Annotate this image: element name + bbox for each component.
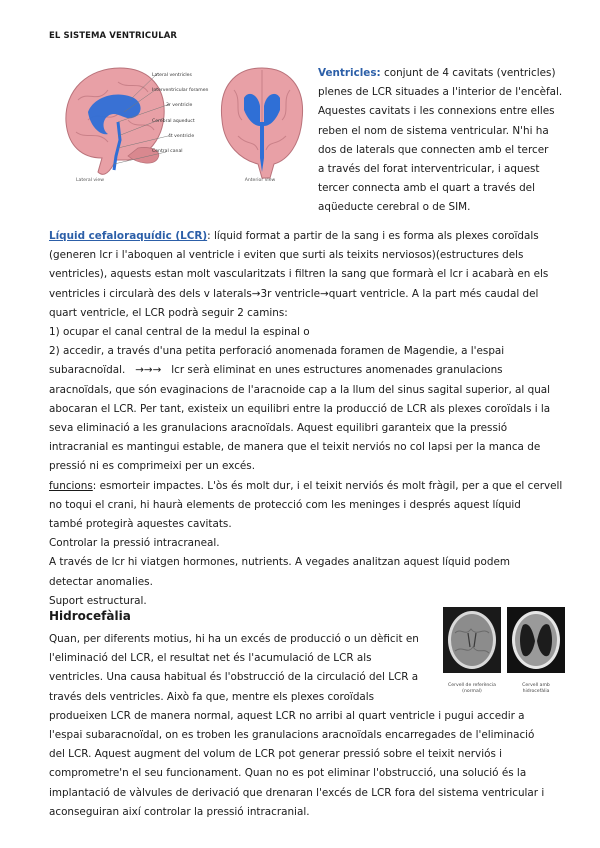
ventricular-system-figure [58, 60, 306, 192]
caption-lateral-view: Lateral view [75, 178, 105, 183]
caption-ct-hydrocephalus: Cervell amb hidrocefàlia [522, 683, 550, 694]
hidrocefalia-heading: Hidrocefàlia [49, 609, 131, 623]
lcr-term: Líquid cefaloraquídic (LCR) [49, 230, 208, 242]
label-cerebral-aqueduct: Cerebral aqueduct [152, 118, 195, 124]
funcions-term: funcions [49, 479, 93, 492]
lcr-paragraph: Líquid cefaloraquídic (LCR): líquid format a partir de la sang i es forma als plexes coroïdals (generen lcr i l'aboquen al ventricle i eviten que surti als teixits nerviosos)(estructures dels ventricles), aquests estan molt vascularitzats i filtren la sang que formarà el lcr i acabarà en els ventricles i circularà des dels v laterals→3r ventricle→quart ventricle. A la part més caudal del quart ventricle, el LCR podrà seguir 2 camins: 1) ocupar el canal central de la medul la espinal o 2) accedir, a través d'una petita perforació anomenada foramen de Magendie, a l'espai subaracnoïdal. →→→ lcr serà eliminat en unes estructures anomenades granulacions aracnoïdals, que són evaginacions de l'aracnoide cap a la llum del sinus sagital superior, al qual abocaran el LCR. Per tant, existeix un equilibri entre la producció de LCR als plexes coroïdals i la seva eliminació a les granulacions aracnoïdals. Aquest equilibri garanteix que la pressió intracranial es mantingui estable, de manera que el teixit nerviós no col lapsi per la manca de pressió ni es comprimeixi per un excés. funcions: esmorteir impactes. L'òs és molt dur, i el teixit nerviós és molt fràgil, per a que el cervell no toqui el crani, hi haurà elements de protecció com les meninges i després aquest líquid també protegirà aquestes cavitats. Controlar la pressió intracraneal. A través de lcr hi viatgen hormones, nutrients. A vegades analitzan aquest líquid podem detectar anomalies. Suport estructural. [49, 230, 563, 607]
caption-anterior-view: Anterior view [244, 178, 276, 183]
label-central-canal: Central canal [152, 149, 183, 155]
page-title: EL SISTEMA VENTRICULAR [49, 31, 178, 41]
figure-labels [152, 68, 222, 159]
lateral-brain-illustration [66, 68, 164, 174]
anterior-brain-illustration [221, 68, 302, 178]
label-lateral-ventricles: Lateral ventricles [152, 73, 192, 78]
hidrocefalia-paragraph: Quan, per diferents motius, hi ha un excés de producció o un dèficit en l'eliminació del LCR, el resultat net és l'acumulació de LCR als ventricles. Una causa habitual és l'obstrucció de la circulació del LCR a través dels ventricles. Això fa que, mentre els plexes coroïdals produeixen LCR de manera normal, aquest LCR no arribi al quart ventricle i pugui accedir a l'espai subaracnoïdal, on es troben les granulacions aracnoïdals encarregades de l'eliminació del LCR. Aquest augment del volum de LCR pot generar pressió sobre el teixit nerviós i comprometre'n el seu funcionament. Quan no es pot eliminar l'obstrucció, una solució és la implantació de vàlvules de derivació que drenaran l'excés de LCR fora del sistema ventricular i aconseguiran així controlar la pressió intracranial. [49, 633, 545, 818]
caption-ct-normal: Cervell de referència (normal) [448, 683, 496, 694]
label-interventricular-foramen: Interventricular foramen [152, 88, 209, 94]
label-fourth-ventricle: 4t ventricle [168, 133, 195, 139]
label-third-ventricle: 3r ventricle [166, 103, 193, 109]
ventricles-term: Ventricles: [318, 67, 381, 79]
ventricles-paragraph: Ventricles: conjunt de 4 cavitats (ventricles) plenes de LCR situades a l'interior de l'encèfal. Aquestes cavitats i les connexions entre elles reben el nom de sistema ventricular. N'hi ha dos de laterals que connecten amb el tercer a través del forat interventricular, i aquest tercer connecta amb el quart a través del aqüeducte cerebral o de SIM. [318, 67, 563, 214]
